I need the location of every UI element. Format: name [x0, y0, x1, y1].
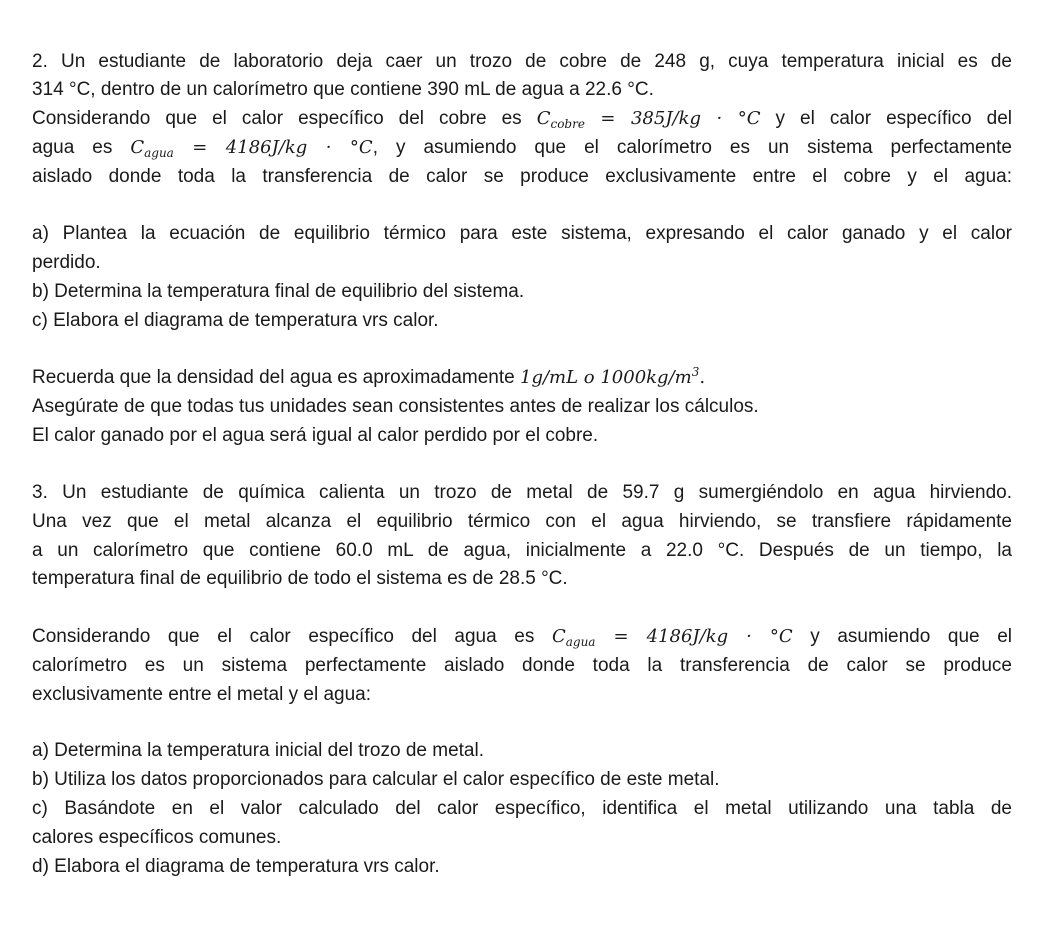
density-value: 1g/mL o 1000kg/m	[520, 367, 692, 388]
p3-line-1: 3. Un estudiante de química calienta un trozo de metal de 59.7 g sumergiéndolo en agua hirviendo.	[32, 482, 1012, 503]
p3-line-2: Una vez que el metal alcanza el equilibrio térmico con el agua hirviendo, se transfiere rápidamente	[32, 511, 1012, 532]
p2-line-3	[32, 107, 1012, 131]
c-subscript: cobre	[550, 117, 585, 131]
p2-item-c: c) Elabora el diagrama de temperatura vrs calor.	[32, 310, 439, 331]
p2-note-density	[32, 366, 1012, 390]
p3-item-d: d) Elabora el diagrama de temperatura vrs calor.	[32, 856, 440, 877]
p2-line-1: 2. Un estudiante de laboratorio deja caer un trozo de cobre de 248 g, cuya temperatura inicial es de	[32, 51, 1012, 72]
p2-line-2: 314 °C, dentro de un calorímetro que contiene 390 mL de agua a 22.6 °C.	[32, 79, 654, 100]
p3-item-c-2: calores específicos comunes.	[32, 827, 282, 848]
p2-line-4	[32, 136, 1012, 160]
p2-note-heat: El calor ganado por el agua será igual al calor perdido por el cobre.	[32, 425, 599, 446]
p3-line-4: temperatura final de equilibrio de todo el sistema es de 28.5 °C.	[32, 568, 568, 589]
c-value: = 4186J/kg · °C	[173, 137, 373, 158]
p3-item-b: b) Utiliza los datos proporcionados para calcular el calor específico de este metal.	[32, 769, 720, 790]
p3-line-6: calorímetro es un sistema perfectamente aislado donde toda la transferencia de calor se produce	[32, 655, 1012, 676]
p2-note-units: Asegúrate de que todas tus unidades sean consistentes antes de realizar los cálculos.	[32, 396, 759, 417]
p3-line-5-text: Considerando que el calor específico del agua es	[32, 626, 552, 647]
p3-line-5	[32, 625, 1012, 649]
p3-item-c-1: c) Basándote en el valor calculado del calor específico, identifica el metal utilizando una tabla de	[32, 798, 1012, 819]
c-subscript: agua	[565, 635, 596, 649]
c-symbol: C	[536, 108, 551, 129]
p3-line-3: a un calorímetro que contiene 60.0 mL de agua, inicialmente a 22.0 °C. Después de un tiempo, la	[32, 540, 1012, 561]
density-formula	[520, 367, 705, 388]
p2-line-4-text: agua es	[32, 137, 131, 158]
p2-item-a-1: a) Plantea la ecuación de equilibrio térmico para este sistema, expresando el calor ganado y el calor	[32, 223, 1012, 244]
p2-line-3-text: Considerando que el calor específico del cobre es	[32, 108, 537, 129]
c-cobre-formula	[537, 108, 761, 129]
p2-item-b: b) Determina la temperatura final de equilibrio del sistema.	[32, 281, 525, 302]
density-period: .	[699, 367, 706, 388]
density-exponent: 3	[691, 365, 700, 379]
c-value: = 4186J/kg · °C	[595, 626, 793, 647]
c-subscript: agua	[144, 146, 174, 160]
p2-line-5: aislado donde toda la transferencia de calor se produce exclusivamente entre el cobre y el agua:	[32, 166, 1012, 187]
p3-line-7: exclusivamente entre el metal y el agua:	[32, 684, 372, 705]
p3-line-5-end: y asumiendo que el	[792, 626, 1012, 647]
c-symbol: C	[130, 137, 145, 158]
note-density-text: Recuerda que la densidad del agua es aproximadamente	[32, 367, 520, 388]
c-agua-formula	[552, 626, 793, 647]
p2-item-a-2: perdido.	[32, 252, 101, 273]
p2-line-4-end: , y asumiendo que el calorímetro es un sistema perfectamente	[372, 137, 1013, 158]
c-value: = 385J/kg · °C	[584, 108, 761, 129]
c-symbol: C	[551, 626, 566, 647]
p2-line-3-end: y el calor específico del	[760, 108, 1012, 129]
c-agua-formula	[130, 137, 372, 158]
p3-item-a: a) Determina la temperatura inicial del trozo de metal.	[32, 740, 484, 761]
